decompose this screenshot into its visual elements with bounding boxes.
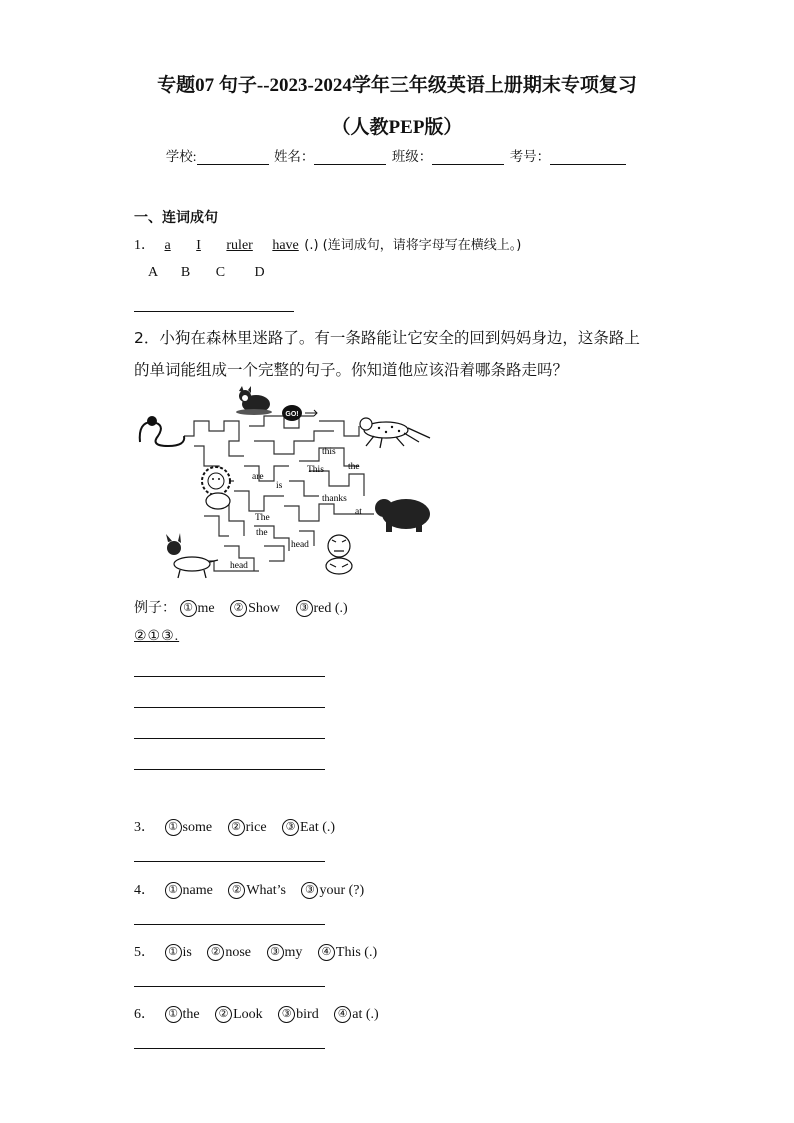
q3-num-1: ① — [165, 819, 182, 836]
q6-word-1: the — [182, 1007, 200, 1022]
school-label: 学校: — [165, 149, 197, 164]
q3-word-3: Eat (.) — [300, 820, 336, 835]
question-4 — [134, 879, 364, 899]
q2-text-line1: 2．小狗在森林里迷路了。有一条路能让它安全的回到妈妈身边，这条路上 — [134, 329, 640, 347]
q5-word-4: This (.) — [335, 945, 378, 960]
maze-word-head-bottom: head — [230, 561, 248, 571]
q6-num-2: ② — [215, 1006, 232, 1023]
snake-icon — [140, 417, 184, 446]
q6-answer-line[interactable] — [134, 1048, 325, 1049]
q2-answer-line-1[interactable] — [134, 676, 325, 677]
q2-answer-line-2[interactable] — [134, 707, 325, 708]
number-label: 考号： — [509, 149, 551, 164]
student-info-row — [0, 145, 794, 165]
maze-word-are: are — [252, 472, 264, 482]
q1-word-a: a — [164, 238, 171, 253]
q2-answer-line-4[interactable] — [134, 769, 325, 770]
q5-word-1: is — [182, 945, 192, 960]
q6-word-4: at (.) — [352, 1007, 379, 1022]
puppy-top-icon — [236, 386, 272, 415]
school-blank[interactable] — [197, 150, 269, 165]
q6-word-3: bird — [296, 1007, 319, 1022]
q1-letter-b: B — [180, 265, 191, 280]
q1-answer-line[interactable] — [134, 311, 294, 312]
page-title: 专题07 句子--2023-2024学年三年级英语上册期末专项复习 — [157, 75, 637, 96]
example-answer: ②①③. — [134, 629, 180, 644]
maze-illustration — [134, 386, 434, 580]
q6-num-1: ① — [165, 1006, 182, 1023]
q5-answer-line[interactable] — [134, 986, 325, 987]
page-subtitle: （人教PEP版） — [331, 117, 463, 138]
question-3 — [134, 816, 335, 836]
example-num-2: ② — [230, 600, 247, 617]
maze-word-head-right: head — [291, 540, 309, 550]
example-row — [134, 597, 348, 617]
example-word-3: red (.) — [313, 601, 348, 616]
example-word-1: me — [197, 601, 215, 616]
q1-letter-d: D — [254, 265, 265, 280]
q4-answer-line[interactable] — [134, 924, 325, 925]
cheetah-icon — [360, 418, 430, 448]
q1-number: 1． — [134, 238, 155, 253]
q4-num-2: ② — [228, 882, 245, 899]
maze-word-is: is — [276, 481, 283, 491]
q6-word-2: Look — [233, 1007, 263, 1022]
q1-instruction: (.) (连词成句，请将字母写在横线上。) — [304, 238, 522, 253]
q3-num-2: ② — [228, 819, 245, 836]
maze-word-The: The — [255, 513, 270, 523]
q1-word-d: have — [272, 238, 299, 253]
maze-word-the-lower: the — [256, 528, 268, 538]
tiger-icon — [326, 535, 352, 574]
q5-word-2: nose — [225, 945, 252, 960]
maze-word-thanks: thanks — [322, 494, 347, 504]
q3-answer-line[interactable] — [134, 861, 325, 862]
class-label: 班级： — [391, 149, 433, 164]
question-5 — [134, 941, 377, 961]
q5-num-3: ③ — [267, 944, 284, 961]
q6-number: 6． — [134, 1007, 155, 1022]
name-blank[interactable] — [314, 150, 386, 165]
example-num-3: ③ — [296, 600, 313, 617]
q4-word-3: your (?) — [319, 883, 365, 898]
q3-num-3: ③ — [282, 819, 299, 836]
maze-word-this: this — [322, 447, 336, 457]
q1-word-c: ruler — [226, 238, 253, 253]
q2-answer-line-3[interactable] — [134, 738, 325, 739]
example-label: 例子： — [134, 600, 176, 616]
q1-word-b: I — [196, 238, 201, 253]
q3-word-1: some — [182, 820, 213, 835]
example-word-2: Show — [248, 601, 281, 616]
q5-num-4: ④ — [318, 944, 335, 961]
q2-text-line2: 的单词能组成一个完整的句子。你知道他应该沿着哪条路走吗？ — [134, 361, 569, 379]
q4-number: 4． — [134, 883, 155, 898]
example-num-1: ① — [180, 600, 197, 617]
q6-num-4: ④ — [334, 1006, 351, 1023]
maze-word-at: at — [355, 507, 362, 517]
question-1 — [134, 234, 521, 254]
bear-icon — [375, 499, 430, 532]
q4-num-3: ③ — [301, 882, 318, 899]
q4-word-1: name — [182, 883, 213, 898]
q3-word-2: rice — [245, 820, 267, 835]
mother-dog-icon — [166, 533, 218, 578]
number-blank[interactable] — [550, 150, 626, 165]
q3-number: 3． — [134, 820, 155, 835]
maze-word-the: the — [348, 462, 360, 472]
q1-letter-c: C — [215, 265, 226, 280]
q1-letters — [148, 265, 265, 281]
q5-word-3: my — [284, 945, 303, 960]
maze-word-This: This — [307, 465, 324, 475]
q4-word-2: What’s — [246, 883, 286, 898]
class-blank[interactable] — [432, 150, 504, 165]
q5-num-1: ① — [165, 944, 182, 961]
svg-text:GO!: GO! — [285, 411, 299, 418]
q4-num-1: ① — [165, 882, 182, 899]
lion-icon — [202, 467, 230, 509]
q5-number: 5． — [134, 945, 155, 960]
name-label: 姓名： — [273, 149, 315, 164]
q1-letter-a: A — [148, 265, 158, 280]
q5-num-2: ② — [207, 944, 224, 961]
section-heading: 一、连词成句 — [134, 210, 218, 226]
question-6 — [134, 1003, 379, 1023]
q6-num-3: ③ — [278, 1006, 295, 1023]
